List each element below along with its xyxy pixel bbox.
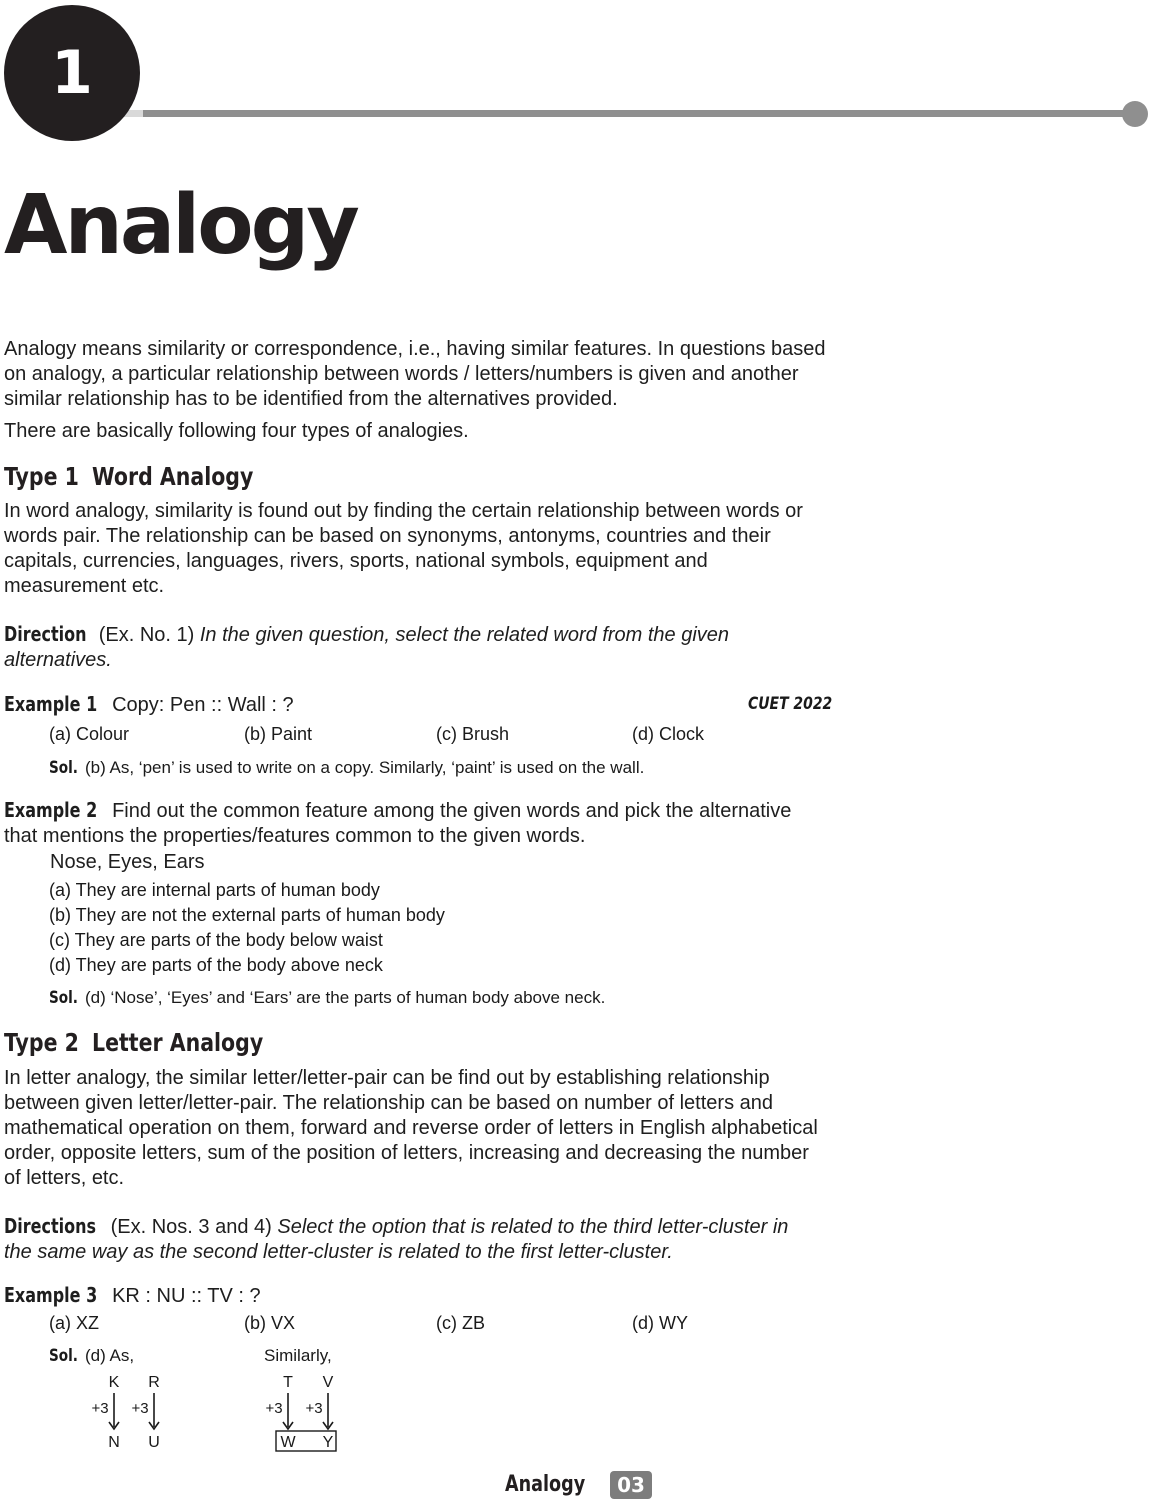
example3-label: Example 3 — [4, 1283, 98, 1307]
example1-label: Example 1 — [4, 692, 98, 716]
example1-text: Copy: Pen :: Wall : ? — [112, 694, 294, 716]
example2-option-a: (a) They are internal parts of human body — [49, 880, 380, 900]
diagram2-top-1: T — [283, 1374, 293, 1391]
diagram2-top-2: V — [322, 1374, 334, 1391]
example1-source: CUET 2022 — [748, 694, 833, 714]
intro-types-line: There are basically following four types of analogies. — [4, 420, 469, 442]
type2-heading — [4, 1028, 263, 1057]
type1-label: Type 1 — [4, 462, 79, 491]
example2-sol-label: Sol. — [49, 988, 78, 1008]
chapter-rule-end-dot — [1122, 101, 1148, 127]
letter-shift-diagram-1 — [80, 1368, 190, 1453]
chapter-number-badge — [4, 5, 140, 141]
page-number: 03 — [617, 1473, 645, 1497]
type1-paragraph: In word analogy, similarity is found out by finding the certain relationship between words or words pair. The relationship can be based on synonyms, antonyms, countries and their capitals, currencies, languages, rivers, sports, national symbols, equipment and measurement etc. — [4, 500, 803, 597]
example1-question — [4, 692, 744, 718]
example1-solution — [49, 758, 644, 778]
example3-option-a: (a) XZ — [49, 1313, 100, 1333]
diagram1-top-1: K — [108, 1374, 120, 1391]
page-number-badge — [610, 1471, 652, 1499]
example1-option-b: (b) Paint — [244, 724, 313, 744]
diagram1-bottom-1: N — [108, 1434, 120, 1451]
type2-paragraph: In letter analogy, the similar letter/letter-pair can be find out by establishing relationship between given letter/letter-pair. The relationship can be based on number of letters and mathematical operation on them, forward and reverse order of letters in English alphabetical order, opposite letters, sum of the position of letters, increasing and decreasing the number of letters, etc. — [4, 1067, 818, 1189]
diagram2-bottom-2: Y — [322, 1434, 334, 1451]
direction-label: Direction — [4, 622, 87, 646]
directions-ref: (Ex. Nos. 3 and 4) — [110, 1216, 272, 1238]
type2-direction — [4, 1214, 819, 1265]
type1-direction — [4, 622, 834, 673]
diagram1-top-2: R — [148, 1374, 160, 1391]
directions-text: Select the option that is related to the third letter-cluster in the same way as the second letter-cluster is related to the first letter-cluster. — [4, 1216, 789, 1263]
footer-title: Analogy — [505, 1472, 586, 1497]
example3-option-d: (d) WY — [632, 1313, 688, 1333]
example2-option-b: (b) They are not the external parts of human body — [49, 905, 445, 925]
type1-name: Word Analogy — [92, 462, 254, 491]
diagram1-op-1: +3 — [91, 1400, 109, 1417]
example2-sol-text: (d) ‘Nose’, ‘Eyes’ and ‘Ears’ are the parts of human body above neck. — [84, 988, 606, 1007]
chapter-rule — [48, 110, 1133, 117]
example2-text: Find out the common feature among the given words and pick the alternative that mentions the properties/features common to the given words. — [4, 800, 792, 847]
chapter-number: 1 — [51, 38, 93, 108]
type2-label: Type 2 — [4, 1028, 79, 1057]
example2-words: Nose, Eyes, Ears — [50, 851, 205, 873]
example2-option-c: (c) They are parts of the body below waist — [49, 930, 383, 950]
diagram2-op-1: +3 — [265, 1400, 283, 1417]
example1-sol-text: (b) As, ‘pen’ is used to write on a copy. Similarly, ‘paint’ is used on the wall. — [84, 758, 645, 777]
directions-label: Directions — [4, 1214, 97, 1238]
diagram2-bottom-1: W — [280, 1434, 296, 1451]
example3-option-c: (c) ZB — [436, 1313, 485, 1333]
example1-sol-label: Sol. — [49, 758, 78, 778]
type1-heading — [4, 462, 253, 491]
example3-sol-label: Sol. — [49, 1346, 78, 1366]
direction-text: In the given question, select the related word from the given alternatives. — [4, 624, 730, 671]
type2-name: Letter Analogy — [92, 1028, 264, 1057]
example2-question — [4, 798, 804, 849]
example1-option-d: (d) Clock — [632, 724, 705, 744]
direction-ref: (Ex. No. 1) — [98, 624, 195, 646]
example3-text: KR : NU :: TV : ? — [112, 1285, 261, 1307]
letter-shift-diagram-2 — [254, 1368, 364, 1453]
intro-paragraph: Analogy means similarity or correspondence, i.e., having similar features. In questions based on analogy, a particular relationship between words / letters/numbers is given and another similar relationship has to be identified from the alternatives provided. — [4, 338, 826, 410]
diagram1-op-2: +3 — [131, 1400, 149, 1417]
example3-question — [4, 1283, 504, 1309]
example3-solution — [49, 1346, 134, 1366]
example3-option-b: (b) VX — [244, 1313, 296, 1333]
example2-option-d: (d) They are parts of the body above neck — [49, 955, 383, 975]
diagram2-op-2: +3 — [305, 1400, 323, 1417]
example2-label: Example 2 — [4, 798, 98, 822]
diagram1-bottom-2: U — [148, 1434, 160, 1451]
example1-option-a: (a) Colour — [49, 724, 130, 744]
example3-similarly: Similarly, — [264, 1346, 332, 1365]
example3-sol-text: (d) As, — [84, 1346, 135, 1365]
example1-option-c: (c) Brush — [436, 724, 510, 744]
example2-solution — [49, 988, 605, 1008]
chapter-title: Analogy — [4, 178, 357, 273]
